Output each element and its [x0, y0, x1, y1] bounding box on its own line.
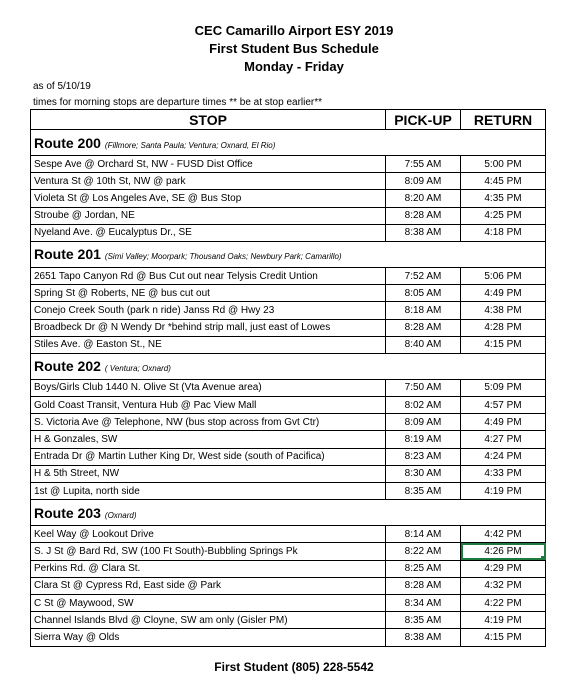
stop-row — [31, 629, 546, 646]
stop-row — [31, 285, 546, 302]
pickup-time-cell[interactable]: 8:09 AM — [386, 414, 461, 431]
column-header-pickup[interactable]: PICK-UP — [386, 110, 461, 130]
pickup-time-cell[interactable]: 8:34 AM — [386, 594, 461, 611]
pickup-time-cell[interactable]: 7:50 AM — [386, 379, 461, 396]
stop-row — [31, 397, 546, 414]
schedule-days: Monday - Friday — [244, 59, 344, 74]
stop-row — [31, 543, 546, 560]
return-time-cell[interactable]: 4:42 PM — [461, 526, 546, 543]
return-time-cell[interactable]: 5:06 PM — [461, 267, 546, 284]
stop-name-cell[interactable]: Broadbeck Dr @ N Wendy Dr *behind strip mall, just east of Lowes — [31, 319, 386, 336]
pickup-time-cell[interactable]: 8:28 AM — [386, 577, 461, 594]
stop-row — [31, 207, 546, 224]
return-time-cell[interactable]: 4:15 PM — [461, 336, 546, 353]
stop-row — [31, 431, 546, 448]
pickup-time-cell[interactable]: 8:28 AM — [386, 207, 461, 224]
stop-row — [31, 267, 546, 284]
stop-row — [31, 302, 546, 319]
stop-row — [31, 173, 546, 190]
return-time-cell[interactable]: 5:09 PM — [461, 379, 546, 396]
stop-name-cell[interactable]: Keel Way @ Lookout Drive — [31, 526, 386, 543]
column-header-row — [31, 110, 546, 130]
pickup-time-cell[interactable]: 8:23 AM — [386, 448, 461, 465]
route-cities: ( Ventura; Oxnard) — [104, 364, 171, 374]
stop-row — [31, 612, 546, 629]
return-time-cell[interactable]: 4:28 PM — [461, 319, 546, 336]
return-time-cell[interactable]: 4:19 PM — [461, 612, 546, 629]
return-time-cell[interactable]: 4:32 PM — [461, 577, 546, 594]
stop-name-cell[interactable]: S. J St @ Bard Rd, SW (100 Ft South)-Bubbling Springs Pk — [31, 543, 386, 560]
route-header-cell[interactable] — [31, 130, 546, 156]
stop-row — [31, 414, 546, 431]
route-cities: (Fillmore; Santa Paula; Ventura; Oxnard, El Rio) — [104, 140, 276, 150]
return-time-cell[interactable]: 4:49 PM — [461, 285, 546, 302]
stop-name-cell[interactable]: C St @ Maywood, SW — [31, 594, 386, 611]
stop-row — [31, 224, 546, 241]
route-name: Route 203 — [34, 504, 101, 521]
as-of-date: as of 5/10/19 — [33, 81, 91, 92]
stop-row — [31, 336, 546, 353]
stop-row — [31, 526, 546, 543]
stop-name-cell[interactable]: Stiles Ave. @ Easton St., NE — [31, 336, 386, 353]
document-subtitle: First Student Bus Schedule — [209, 41, 379, 56]
stop-name-cell[interactable]: Perkins Rd. @ Clara St. — [31, 560, 386, 577]
return-time-cell[interactable]: 4:29 PM — [461, 560, 546, 577]
return-time-cell[interactable]: 4:35 PM — [461, 190, 546, 207]
stop-name-cell[interactable]: 1st @ Lupita, north side — [31, 483, 386, 500]
pickup-time-cell[interactable]: 8:38 AM — [386, 224, 461, 241]
stop-name-cell[interactable]: Channel Islands Blvd @ Cloyne, SW am only (Gisler PM) — [31, 612, 386, 629]
return-time-cell[interactable]: 5:00 PM — [461, 156, 546, 173]
return-time-cell[interactable]: 4:33 PM — [461, 465, 546, 482]
return-time-cell[interactable]: 4:25 PM — [461, 207, 546, 224]
column-header-return[interactable]: RETURN — [461, 110, 546, 130]
stop-name-cell[interactable]: H & 5th Street, NW — [31, 465, 386, 482]
pickup-time-cell[interactable]: 8:35 AM — [386, 612, 461, 629]
pickup-time-cell[interactable]: 8:25 AM — [386, 560, 461, 577]
document-title: CEC Camarillo Airport ESY 2019 — [194, 23, 394, 38]
return-time-cell[interactable]: 4:18 PM — [461, 224, 546, 241]
pickup-time-cell[interactable]: 8:35 AM — [386, 483, 461, 500]
bus-schedule-table — [30, 109, 546, 647]
stop-name-cell[interactable]: Sespe Ave @ Orchard St, NW - FUSD Dist Office — [31, 156, 386, 173]
route-cities: (Oxnard) — [104, 510, 137, 520]
pickup-time-cell[interactable]: 8:09 AM — [386, 173, 461, 190]
route-header-row — [31, 130, 546, 156]
stop-row — [31, 379, 546, 396]
return-time-cell[interactable]: 4:45 PM — [461, 173, 546, 190]
stop-name-cell[interactable]: Gold Coast Transit, Ventura Hub @ Pac View Mall — [31, 397, 386, 414]
return-time-cell[interactable]: 4:57 PM — [461, 397, 546, 414]
stop-row — [31, 448, 546, 465]
stop-name-cell[interactable]: Spring St @ Roberts, NE @ bus cut out — [31, 285, 386, 302]
pickup-time-cell[interactable]: 8:18 AM — [386, 302, 461, 319]
return-time-cell[interactable]: 4:38 PM — [461, 302, 546, 319]
route-header-row — [31, 353, 546, 379]
pickup-time-cell[interactable]: 8:05 AM — [386, 285, 461, 302]
stop-name-cell[interactable]: Boys/Girls Club 1440 N. Olive St (Vta Avenue area) — [31, 379, 386, 396]
pickup-time-cell[interactable]: 8:20 AM — [386, 190, 461, 207]
return-time-cell[interactable]: 4:19 PM — [461, 483, 546, 500]
stop-row — [31, 319, 546, 336]
pickup-time-cell[interactable]: 8:22 AM — [386, 543, 461, 560]
stop-row — [31, 190, 546, 207]
pickup-time-cell[interactable]: 8:02 AM — [386, 397, 461, 414]
route-cities: (Simi Valley; Moorpark; Thousand Oaks; Newbury Park; Camarillo) — [104, 252, 342, 262]
route-header-row — [31, 500, 546, 526]
route-header-cell[interactable] — [31, 500, 546, 526]
footer-contact: First Student (805) 228-5542 — [214, 660, 374, 674]
pickup-time-cell[interactable]: 8:14 AM — [386, 526, 461, 543]
route-header-cell[interactable] — [31, 353, 546, 379]
route-name: Route 202 — [34, 358, 101, 375]
stop-name-cell[interactable]: 2651 Tapo Canyon Rd @ Bus Cut out near Telysis Credit Untion — [31, 267, 386, 284]
route-name: Route 200 — [34, 134, 101, 151]
stop-name-cell[interactable]: Ventura St @ 10th St, NW @ park — [31, 173, 386, 190]
stop-name-cell[interactable]: Stroube @ Jordan, NE — [31, 207, 386, 224]
stop-row — [31, 594, 546, 611]
departure-note: times for morning stops are departure times ** be at stop earlier** — [33, 97, 323, 108]
stop-name-cell[interactable]: Conejo Creek South (park n ride) Janss Rd @ Hwy 23 — [31, 302, 386, 319]
stop-name-cell[interactable]: Violeta St @ Los Angeles Ave, SE @ Bus Stop — [31, 190, 386, 207]
stop-row — [31, 483, 546, 500]
stop-row — [31, 560, 546, 577]
stop-row — [31, 465, 546, 482]
return-time-cell[interactable]: 4:49 PM — [461, 414, 546, 431]
pickup-time-cell[interactable]: 7:52 AM — [386, 267, 461, 284]
stop-name-cell[interactable]: Clara St @ Cypress Rd, East side @ Park — [31, 577, 386, 594]
stop-row — [31, 577, 546, 594]
selected-cell[interactable]: 4:26 PM — [461, 543, 546, 560]
pickup-time-cell[interactable]: 8:38 AM — [386, 629, 461, 646]
route-name: Route 201 — [34, 246, 101, 263]
pickup-time-cell[interactable]: 8:30 AM — [386, 465, 461, 482]
pickup-time-cell[interactable]: 8:28 AM — [386, 319, 461, 336]
route-header-row — [31, 241, 546, 267]
stop-name-cell[interactable]: Entrada Dr @ Martin Luther King Dr, West side (south of Pacifica) — [31, 448, 386, 465]
stop-name-cell[interactable]: H & Gonzales, SW — [31, 431, 386, 448]
return-time-cell[interactable]: 4:15 PM — [461, 629, 546, 646]
column-header-stop[interactable]: STOP — [31, 110, 386, 130]
stop-name-cell[interactable]: S. Victoria Ave @ Telephone, NW (bus stop across from Gvt Ctr) — [31, 414, 386, 431]
pickup-time-cell[interactable]: 7:55 AM — [386, 156, 461, 173]
return-time-cell[interactable]: 4:27 PM — [461, 431, 546, 448]
stop-row — [31, 156, 546, 173]
stop-name-cell[interactable]: Sierra Way @ Olds — [31, 629, 386, 646]
pickup-time-cell[interactable]: 8:40 AM — [386, 336, 461, 353]
route-header-cell[interactable] — [31, 241, 546, 267]
stop-name-cell[interactable]: Nyeland Ave. @ Eucalyptus Dr., SE — [31, 224, 386, 241]
fill-handle[interactable] — [541, 556, 546, 561]
pickup-time-cell[interactable]: 8:19 AM — [386, 431, 461, 448]
return-time-cell[interactable]: 4:22 PM — [461, 594, 546, 611]
return-time-cell[interactable]: 4:24 PM — [461, 448, 546, 465]
